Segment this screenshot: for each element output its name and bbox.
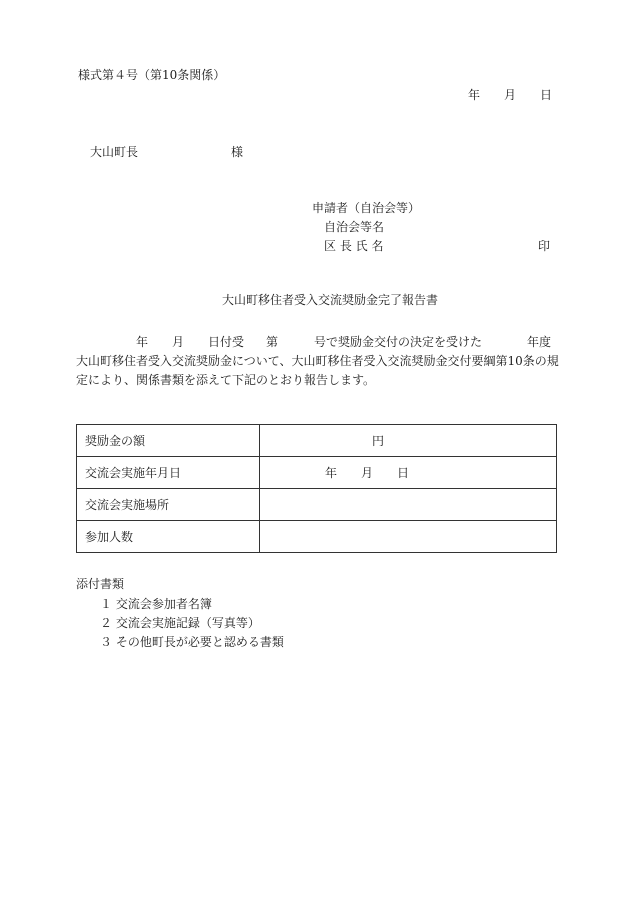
- body-line1-text: 号で奨励金交付の決定を受けた: [314, 335, 483, 349]
- row-label-place: 交流会実施場所: [77, 489, 260, 521]
- table-row: [77, 425, 557, 457]
- applicant-rep-label: 区 長 氏 名: [324, 239, 384, 253]
- recipient-name: 大山町長: [90, 145, 139, 159]
- recipient-suffix: 様: [231, 145, 244, 159]
- form-number: 様式第４号（第10条関係）: [78, 68, 226, 82]
- table-row: [77, 489, 557, 521]
- list-item: ２ 交流会実施記録（写真等）: [100, 616, 260, 630]
- list-item: １ 交流会参加者名簿: [100, 597, 212, 611]
- report-table: [76, 424, 557, 553]
- row-value-date: 年 月 日: [260, 457, 557, 489]
- table-row: [77, 457, 557, 489]
- table-row: [77, 521, 557, 553]
- body-date-part: 日付受: [208, 335, 245, 349]
- body-month: 月: [172, 335, 185, 349]
- document-title: 大山町移住者受入交流奨励金完了報告書: [222, 293, 439, 307]
- seal-mark: 印: [538, 239, 551, 253]
- attachments-list: [100, 595, 284, 652]
- body-year: 年: [136, 335, 149, 349]
- row-value-place: [260, 489, 557, 521]
- attachments-heading: 添付書類: [76, 577, 125, 591]
- body-fiscal: 年度: [527, 335, 552, 349]
- applicant-org-label: 自治会等名: [324, 220, 385, 234]
- row-value-amount: 円: [260, 425, 557, 457]
- row-label-amount: 奨励金の額: [77, 425, 260, 457]
- row-label-date: 交流会実施年月日: [77, 457, 260, 489]
- applicant-heading: 申請者（自治会等）: [312, 201, 421, 215]
- row-label-participants: 参加人数: [77, 521, 260, 553]
- date-line: 年 月 日: [468, 88, 553, 102]
- row-value-participants: [260, 521, 557, 553]
- list-item: ３ その他町長が必要と認める書類: [100, 635, 284, 649]
- body-line3: 定により、関係書類を添えて下記のとおり報告します。: [76, 373, 376, 387]
- body-no-part: 第: [266, 335, 279, 349]
- body-line2: 大山町移住者受入交流奨励金について、大山町移住者受入交流奨励金交付要綱第10条の規: [76, 354, 559, 368]
